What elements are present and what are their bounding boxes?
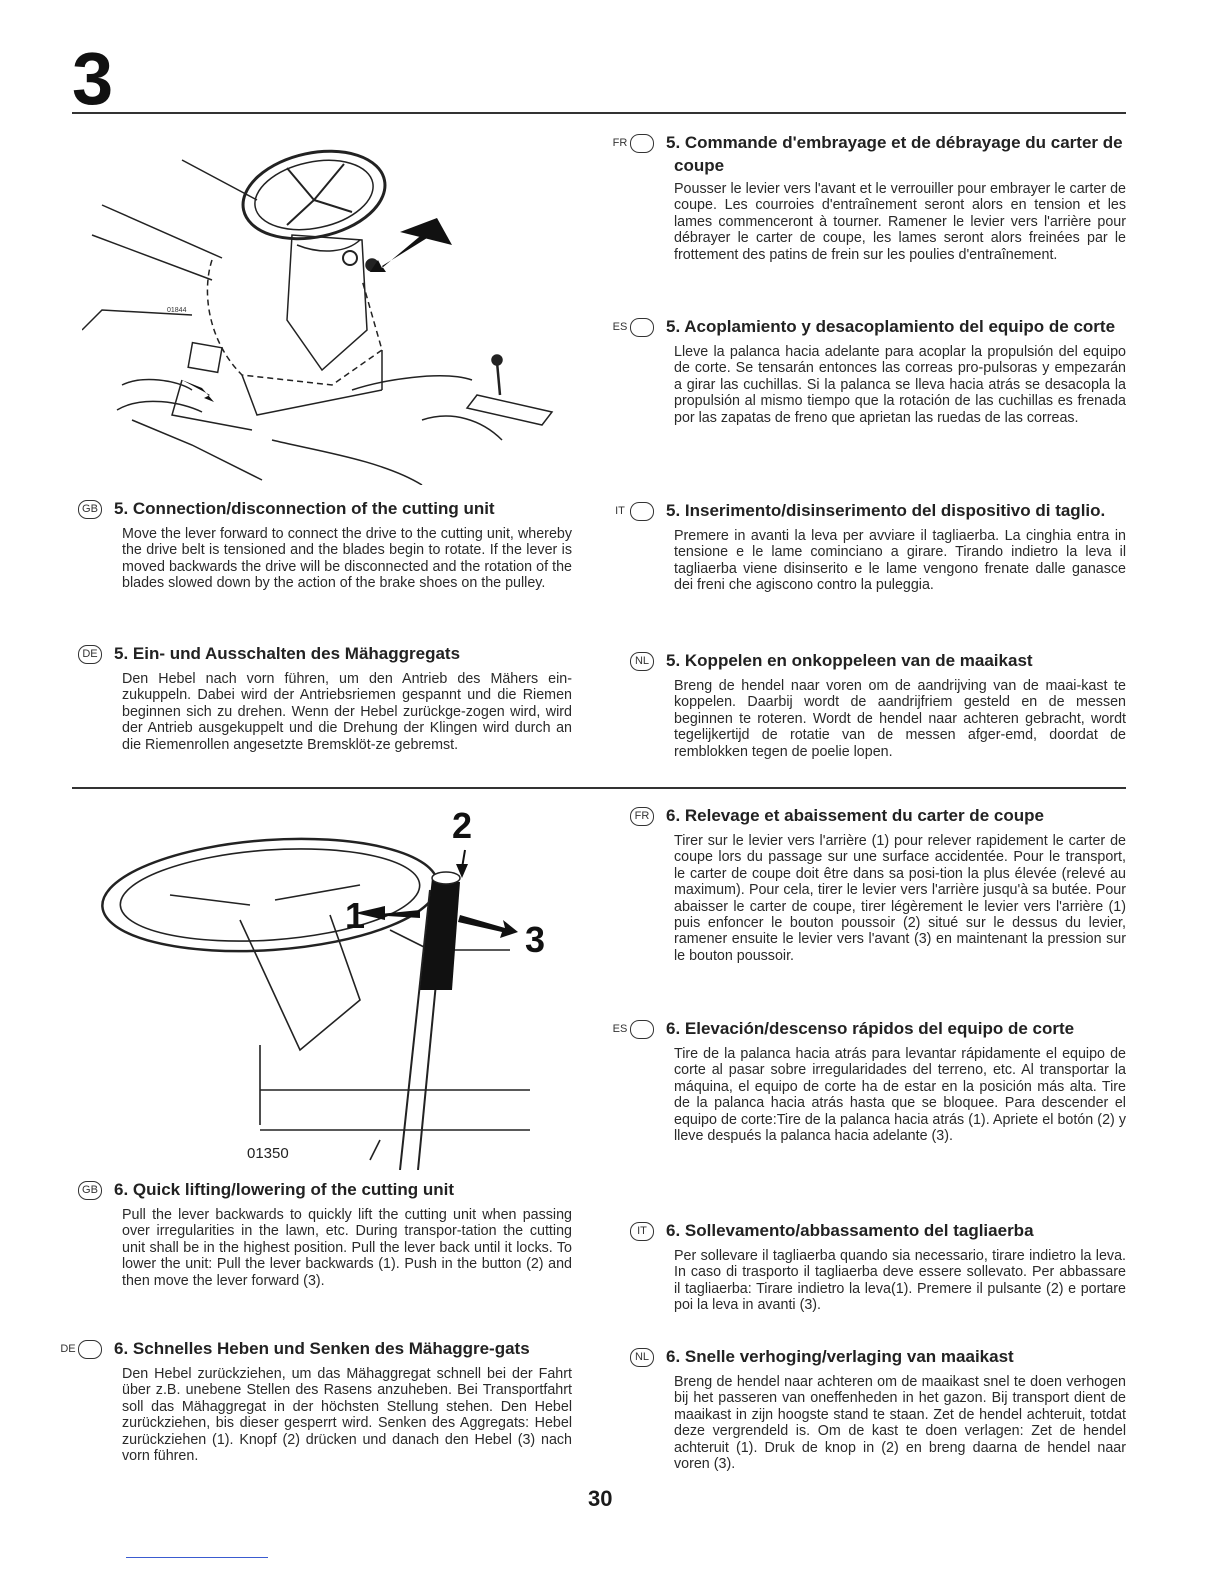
section-heading bbox=[630, 1346, 1126, 1369]
section-body: Tirer sur le levier vers l'arrière (1) pour relever rapidement le carter de coupe lors du passage sur une surface accidentée. Pour le transport, le carter de coupe doit être dans sa posi-tion la plus élevée (relevé au maximum). Pour cela, tirer le levier vers l'arrière jusqu'à sa butée. Pour abaisser le carter de coupe, tirer légèrement le levier vers l'arrière (1) puis enfoncer le bouton poussoir (2) situé sur le dessus du levier, ramener ensuite le levier vers l'avant (3) en maintenant la pression sur le bouton poussoir. bbox=[674, 833, 1126, 964]
section-heading bbox=[60, 1338, 572, 1361]
page-number: 30 bbox=[588, 1486, 613, 1511]
section-nl-6 bbox=[630, 1346, 1126, 1472]
section-title: 6. Relevage et abaissement du carter de coupe bbox=[666, 806, 1044, 825]
section-heading bbox=[78, 498, 572, 521]
section-body: Tire de la palanca hacia atrás para levantar rápidamente el equipo de corte al pasar sobre irregularidades del terreno, etc. Al transportar la máquina, el equipo de corte ha de estar en la posición más alta. Tire de la palanca hacia atrás hasta que se bloquee. Para descender el equipo de corte:Tire de la palanca hacia atrás (1). Apriete el botón (2) y lleve después la palanca hacia adelante (3). bbox=[674, 1046, 1126, 1145]
figure-steering-lever bbox=[82, 140, 562, 485]
section-title: 5. Ein- und Ausschalten des Mähaggregats bbox=[114, 644, 461, 663]
chapter-number: 3 bbox=[72, 37, 114, 120]
section-nl-5 bbox=[630, 650, 1126, 760]
section-heading bbox=[630, 650, 1126, 673]
figure-lift-lever bbox=[100, 800, 570, 1170]
section-heading bbox=[615, 500, 1126, 523]
language-badge-nl: NL bbox=[630, 1348, 654, 1367]
section-body: Den Hebel zurückziehen, um das Mähaggregat schnell bei der Fahrt über z.B. unebene Stellen des Rasens anzuheben. Bei Transportfahrt soll das Mähaggregat in der höchsten Stellung stehen. Den Hebel zurückziehen, bis dieser gesperrt wird. Senken des Aggregats: Hebel zurückziehen (1). Knopf (2) drücken und danach den Hebel (3) nach vorn führen. bbox=[122, 1366, 572, 1465]
section-body: Lleve la palanca hacia adelante para acoplar la propulsión del equipo de corte. Se tensarán entonces las correas pro-pulsoras y empezarán a girar las cuchillas. Si la palanca se lleva hacia atrás se desacopla la propulsión al mismo tiempo que la rotación de las cuchillas es frenada por las zapatas de freno que aprietan las ruedas de las correas. bbox=[674, 344, 1126, 426]
section-heading bbox=[630, 1220, 1126, 1243]
section-heading bbox=[612, 1018, 1126, 1041]
section-title: 5. Inserimento/disinserimento del dispositivo di taglio. bbox=[666, 501, 1106, 520]
section-title: 5. Commande d'embrayage et de débrayage du carter de coupe bbox=[666, 133, 1123, 175]
section-title: 6. Snelle verhoging/verlaging van maaikast bbox=[666, 1347, 1014, 1366]
language-badge-de: DE bbox=[78, 645, 102, 664]
language-badge-it: IT bbox=[630, 502, 654, 521]
section-heading bbox=[630, 805, 1126, 828]
fig2-label-3: 3 bbox=[525, 919, 546, 960]
section-body: Pull the lever backwards to quickly lift the cutting unit when passing over irregularities in the lawn, etc. During transpor-tation the cutting unit shall be in the highest position. Pull the lever back until it locks. To lower the unit: Pull the lever backwards (1). Push in the button (2) and then move the lever forward (3). bbox=[122, 1207, 572, 1289]
section-gb-6 bbox=[78, 1179, 572, 1289]
section-de-5 bbox=[78, 643, 572, 753]
section-body: Pousser le levier vers l'avant et le verrouiller pour embrayer le carter de coupe. Les courroies d'entraînement seront alors en tension et les lames commenceront à tourner. Ramener le levier vers l'arrière pour débrayer le carter de coupe, les lames seront alors freinées par le frottement des patins de frein sur les poulies d'entraînement. bbox=[674, 181, 1126, 263]
fig1-code: 01844 bbox=[167, 307, 187, 314]
section-title: 6. Sollevamento/abbassamento del tagliaerba bbox=[666, 1221, 1034, 1240]
section-it-6 bbox=[630, 1220, 1126, 1314]
section-fr-5 bbox=[612, 132, 1126, 263]
section-body: Breng de hendel naar voren om de aandrijving van de maai-kast te koppelen. Daarbij wordt de aandrijfriem gesteld en de messen beginnen te roteren. Wordt de hendel naar achteren gebracht, wordt tegelijkertijd de rotatie van de messen afger-emd, doordat de remblokken tegen de poelie lopen. bbox=[674, 678, 1126, 760]
fig2-label-2: 2 bbox=[452, 805, 473, 846]
section-body: Move the lever forward to connect the drive to the cutting unit, whereby the drive belt is tensioned and the blades begin to rotate. If the lever is moved backwards the drive will be disconnected and the rotation of the blades slowed down by the action of the brake shoes on the pulley. bbox=[122, 526, 572, 592]
section-heading bbox=[612, 316, 1126, 339]
section-title: 6. Quick lifting/lowering of the cutting unit bbox=[114, 1180, 454, 1199]
section-title: 5. Connection/disconnection of the cutting unit bbox=[114, 499, 495, 518]
section-it-5 bbox=[615, 500, 1126, 594]
fig2-label-1: 1 bbox=[345, 895, 366, 936]
section-title: 6. Schnelles Heben und Senken des Mähaggre-gats bbox=[114, 1339, 530, 1358]
language-badge-es: ES bbox=[630, 318, 654, 337]
language-badge-fr: FR bbox=[630, 807, 654, 826]
section-body: Premere in avanti la leva per avviare il tagliaerba. La cinghia entra in tensione e le lame cominciano a girare. Tirando indietro la leva il tagliaerba viene disinserito e le lame vengono frenate dalle ganasce dei freni che agiscono contro la puleggia. bbox=[674, 528, 1126, 594]
fig2-code: 01350 bbox=[247, 1145, 289, 1162]
language-badge-it: IT bbox=[630, 1222, 654, 1241]
section-heading bbox=[612, 132, 1126, 176]
footer-line bbox=[126, 1557, 268, 1558]
section-title: 6. Elevación/descenso rápidos del equipo de corte bbox=[666, 1019, 1075, 1038]
section-fr-6 bbox=[630, 805, 1126, 964]
language-badge-gb: GB bbox=[78, 1181, 102, 1200]
section-title: 5. Acoplamiento y desacoplamiento del equipo de corte bbox=[666, 317, 1116, 336]
section-es-6 bbox=[612, 1018, 1126, 1145]
section-gb-5 bbox=[78, 498, 572, 592]
section-heading bbox=[78, 1179, 572, 1202]
middle-rule bbox=[72, 787, 1126, 789]
language-badge-nl: NL bbox=[630, 652, 654, 671]
section-body: Breng de hendel naar achteren om de maaikast snel te doen verhogen bij het passeren van oneffenheden in het gazon. Bij transport dient de maaikast in zijn hoogste stand te staan. Zet de hendel achteruit, totdat deze vergrendeld is. Om de kast te doen verlagen: Zet de hendel achteruit (1). Druk de knop in (2) en breng daarna de hendel naar voren (3). bbox=[674, 1374, 1126, 1473]
language-badge-es: ES bbox=[630, 1020, 654, 1039]
language-badge-gb: GB bbox=[78, 500, 102, 519]
section-body: Den Hebel nach vorn führen, um den Antrieb des Mähers ein-zukuppeln. Dabei wird der Antriebsriemen gespannt und die Riemen beginnen sich zu drehen. Wenn der Hebel zurückge-zogen wird, wird der Antrieb ausgekuppelt und die Drehung der Klingen wird durch an die Riemenrollen angesetzte Bremsklöt-ze gebremst. bbox=[122, 671, 572, 753]
section-es-5 bbox=[612, 316, 1126, 426]
section-heading bbox=[78, 643, 572, 666]
language-badge-de: DE bbox=[78, 1340, 102, 1359]
section-body: Per sollevare il tagliaerba quando sia necessario, tirare indietro la leva. In caso di trasporto il tagliaerba deve essere sollevato. Per abbassare il tagliaerba: Tirare indietro la leva(1). Premere il pulsante (2) e portare poi la leva in avanti (3). bbox=[674, 1248, 1126, 1314]
top-rule bbox=[72, 112, 1126, 114]
language-badge-fr: FR bbox=[630, 134, 654, 153]
section-de-6 bbox=[60, 1338, 572, 1465]
section-title: 5. Koppelen en onkoppeleen van de maaikast bbox=[666, 651, 1033, 670]
